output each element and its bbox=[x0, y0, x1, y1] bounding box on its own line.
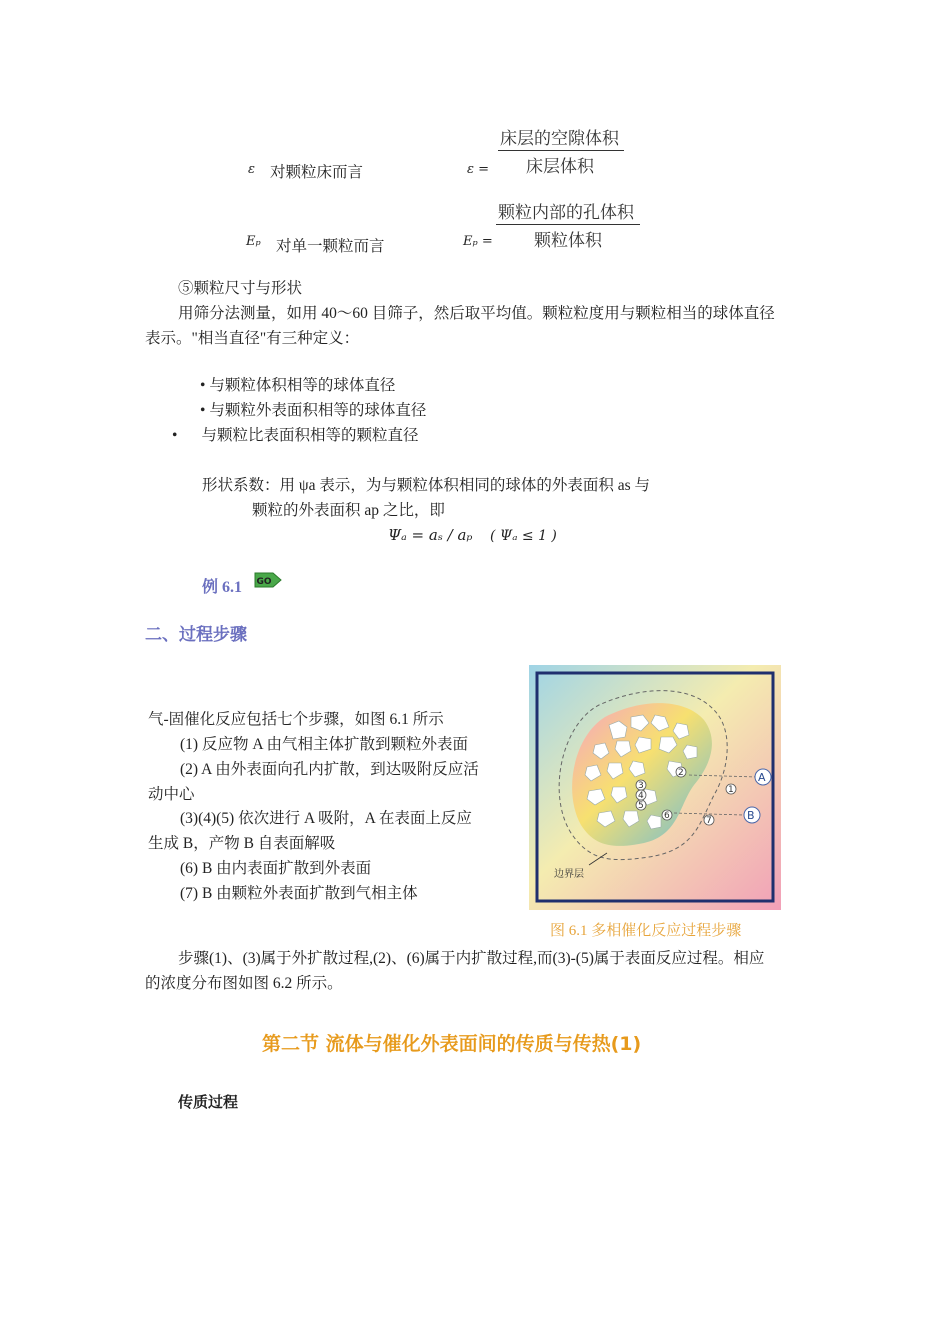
step-2-line1: (2) A 由外表面向孔内扩散，到达吸附反应活 bbox=[180, 761, 479, 778]
epsilon-fraction-line bbox=[498, 150, 624, 151]
example-link[interactable]: 例 6.1 bbox=[202, 579, 243, 596]
shape-factor-line1: 形状系数：用 ψa 表示，为与颗粒体积相同的球体的外表面积 as 与 bbox=[202, 477, 650, 494]
catalyst-process-figure bbox=[529, 665, 781, 910]
step-7: (7) B 由颗粒外表面扩散到气相主体 bbox=[180, 885, 418, 902]
epsilon-p-fraction-numerator: 颗粒内部的孔体积 bbox=[498, 203, 634, 223]
epsilon-p-fraction-denominator: 颗粒体积 bbox=[534, 231, 602, 251]
step-6: (6) B 由内表面扩散到外表面 bbox=[180, 860, 372, 877]
epsilon-equation-lhs: ε = bbox=[467, 162, 490, 177]
svg-text:1: 1 bbox=[728, 785, 734, 795]
size-shape-heading: ⑤颗粒尺寸与形状 bbox=[178, 280, 303, 297]
section2-heading: 第二节 流体与催化外表面间的传质与传热(1) bbox=[262, 1033, 642, 1055]
epsilon-label: 对颗粒床而言 bbox=[270, 164, 364, 181]
shape-factor-line2: 颗粒的外表面积 ap 之比，即 bbox=[252, 502, 445, 519]
size-paragraph-line1: 用筛分法测量，如用 40～60 目筛子，然后取平均值。颗粒粒度用与颗粒相当的球体直径 bbox=[178, 305, 775, 322]
step-3-line2: 生成 B，产物 B 自表面解吸 bbox=[148, 835, 336, 852]
shape-factor-formula: Ψₐ = aₛ / aₚ bbox=[388, 526, 473, 544]
epsilon-p-symbol: Εₚ bbox=[246, 234, 261, 249]
summary-line1: 步骤(1)、(3)属于外扩散过程,(2)、(6)属于内扩散过程,而(3)-(5)属于表面反应过程。相应 bbox=[178, 950, 765, 967]
svg-text:6: 6 bbox=[664, 811, 670, 821]
bullet-item-2: • 与颗粒外表面积相等的球体直径 bbox=[200, 402, 427, 419]
svg-text:5: 5 bbox=[638, 801, 644, 811]
svg-text:4: 4 bbox=[638, 791, 644, 801]
figure-caption: 图 6.1 多相催化反应过程步骤 bbox=[550, 923, 742, 939]
svg-text:3: 3 bbox=[638, 781, 644, 791]
epsilon-p-equation-lhs: Εₚ = bbox=[463, 234, 493, 249]
figure-label-b: B bbox=[747, 809, 755, 822]
epsilon-p-label: 对单一颗粒而言 bbox=[276, 238, 385, 255]
svg-text:7: 7 bbox=[706, 816, 712, 826]
mass-transfer-subheading: 传质过程 bbox=[178, 1093, 239, 1111]
bullet-item-3: • 与颗粒比表面积相等的颗粒直径 bbox=[172, 427, 419, 444]
figure-label-a: A bbox=[758, 771, 766, 784]
bullet-item-1-text: 与颗粒体积相等的球体直径 bbox=[209, 377, 396, 394]
step-1: (1) 反应物 A 由气相主体扩散到颗粒外表面 bbox=[180, 736, 469, 753]
step-3-line1: (3)(4)(5) 依次进行 A 吸附，A 在表面上反应 bbox=[180, 810, 472, 827]
step-2-line2: 动中心 bbox=[148, 786, 195, 803]
epsilon-p-fraction-line bbox=[496, 224, 640, 225]
epsilon-fraction-denominator: 床层体积 bbox=[526, 157, 594, 177]
go-label: GO bbox=[256, 577, 272, 587]
go-arrow-icon[interactable] bbox=[253, 570, 283, 590]
figure-boundary-label: 边界层 bbox=[554, 869, 584, 880]
bullet-item-3-text: 与颗粒比表面积相等的颗粒直径 bbox=[201, 427, 419, 444]
bullet-item-1: • 与颗粒体积相等的球体直径 bbox=[200, 377, 396, 394]
process-intro: 气-固催化反应包括七个步骤，如图 6.1 所示 bbox=[148, 711, 444, 728]
svg-text:2: 2 bbox=[678, 768, 684, 778]
bullet-item-2-text: 与颗粒外表面积相等的球体直径 bbox=[209, 402, 427, 419]
epsilon-symbol: ε bbox=[248, 162, 255, 177]
summary-line2: 的浓度分布图如图 6.2 所示。 bbox=[145, 975, 343, 992]
epsilon-fraction-numerator: 床层的空隙体积 bbox=[500, 129, 619, 149]
process-heading: 二、过程步骤 bbox=[145, 625, 247, 645]
shape-factor-condition: ( Ψₐ ≤ 1 ) bbox=[490, 528, 557, 544]
size-paragraph-line2: 表示。"相当直径"有三种定义： bbox=[145, 330, 360, 347]
